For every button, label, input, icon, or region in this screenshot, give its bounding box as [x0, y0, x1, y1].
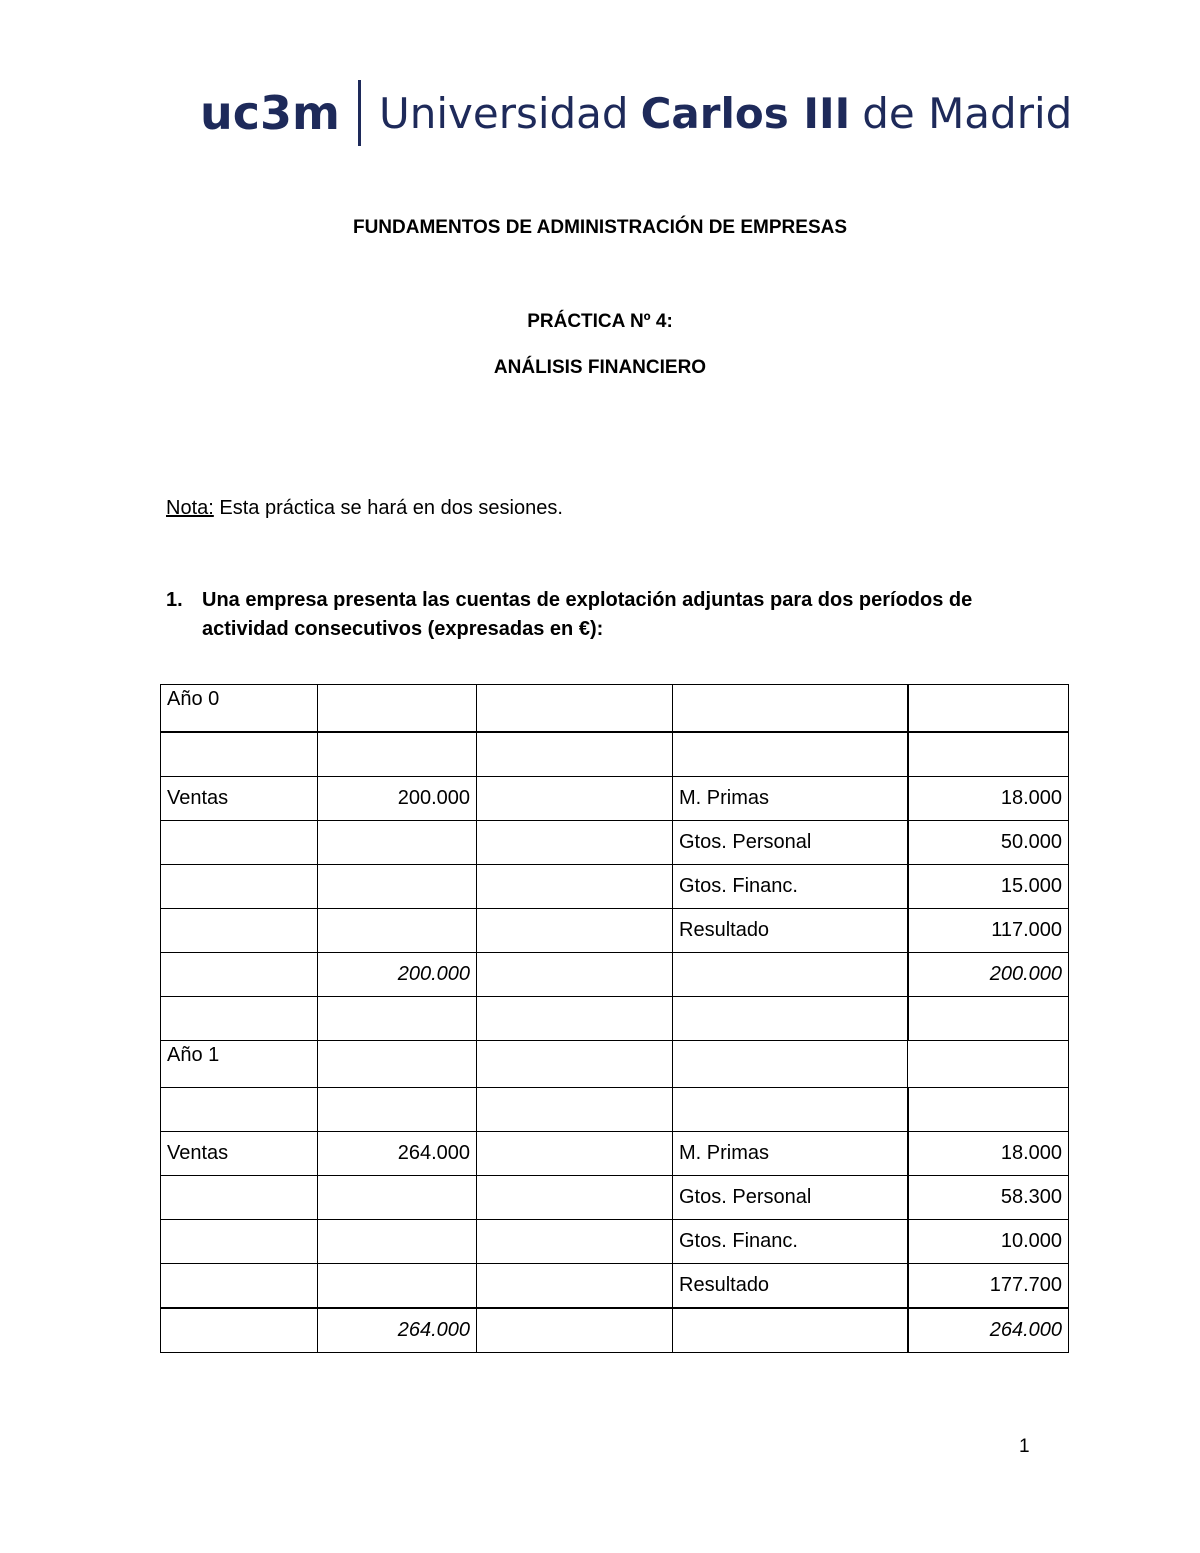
year0-item-value: 18.000	[908, 777, 1069, 821]
year1-ventas-value: 264.000	[318, 1132, 477, 1176]
note-label: Nota:	[166, 497, 214, 519]
table-row	[161, 997, 1069, 1041]
year1-ventas-label: Ventas	[161, 1132, 318, 1176]
table-row	[161, 685, 1069, 733]
year1-item-label: Resultado	[673, 1264, 908, 1309]
year0-total-left: 200.000	[318, 953, 477, 997]
logo-uc3m: uc3m	[200, 86, 340, 140]
course-title: FUNDAMENTOS DE ADMINISTRACIÓN DE EMPRESAS	[352, 217, 848, 238]
year1-total-left: 264.000	[318, 1308, 477, 1353]
year0-item-label: Gtos. Financ.	[673, 865, 908, 909]
year0-item-value: 50.000	[908, 821, 1069, 865]
year0-item-label: Resultado	[673, 909, 908, 953]
table-row	[161, 1220, 1069, 1264]
year1-item-label: Gtos. Personal	[673, 1176, 908, 1220]
year1-item-value: 58.300	[908, 1176, 1069, 1220]
page-number: 1	[1019, 1436, 1030, 1457]
income-statement-table	[160, 684, 1069, 1353]
year1-item-value: 10.000	[908, 1220, 1069, 1264]
question-1	[166, 586, 996, 644]
note	[166, 497, 563, 520]
year0-label: Año 0	[161, 685, 318, 733]
table-row	[161, 1264, 1069, 1309]
year1-item-value: 18.000	[908, 1132, 1069, 1176]
topic-title: ANÁLISIS FINANCIERO	[493, 357, 707, 378]
table-row	[161, 1308, 1069, 1353]
year0-item-label: M. Primas	[673, 777, 908, 821]
note-text: Esta práctica se hará en dos sesiones.	[213, 497, 563, 519]
logo-universidad: Universidad	[378, 88, 629, 138]
year0-ventas-value: 200.000	[318, 777, 477, 821]
logo-de-madrid: de Madrid	[862, 88, 1073, 138]
table-row	[161, 953, 1069, 997]
year1-item-label: M. Primas	[673, 1132, 908, 1176]
table-row	[161, 777, 1069, 821]
logo-carlos-iii: Carlos III	[640, 88, 851, 138]
table-row	[161, 821, 1069, 865]
year1-item-value: 177.700	[908, 1264, 1069, 1309]
university-logo	[200, 78, 1072, 148]
table-row	[161, 1088, 1069, 1132]
question-text: Una empresa presenta las cuentas de explotación adjuntas para dos períodos de actividad consecutivos (expresadas en €):	[202, 589, 973, 640]
year1-label: Año 1	[161, 1041, 318, 1088]
logo-divider	[358, 80, 361, 146]
table-row	[161, 865, 1069, 909]
year1-total-right: 264.000	[908, 1308, 1069, 1353]
year0-item-value: 117.000	[908, 909, 1069, 953]
year0-ventas-label: Ventas	[161, 777, 318, 821]
table-row	[161, 1132, 1069, 1176]
question-number: 1.	[166, 589, 183, 611]
year1-item-label: Gtos. Financ.	[673, 1220, 908, 1264]
table-row	[161, 909, 1069, 953]
year0-item-value: 15.000	[908, 865, 1069, 909]
table-row	[161, 732, 1069, 777]
practice-title: PRÁCTICA Nº 4:	[527, 311, 673, 332]
year0-total-right: 200.000	[908, 953, 1069, 997]
year0-item-label: Gtos. Personal	[673, 821, 908, 865]
table-row	[161, 1176, 1069, 1220]
table-row	[161, 1041, 1069, 1088]
